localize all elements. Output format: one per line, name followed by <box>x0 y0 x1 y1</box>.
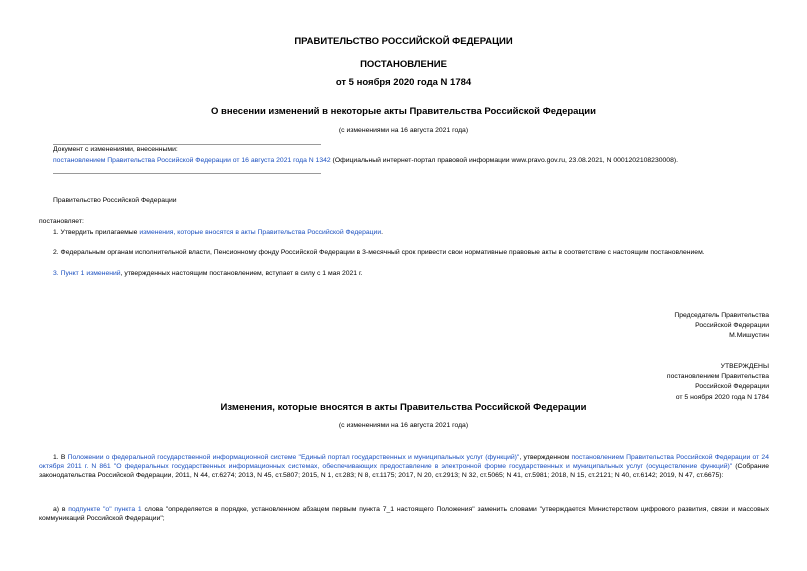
changes-link[interactable]: постановлением Правительства Российской Федерации от 16 августа 2021 года N 1342 <box>53 157 331 164</box>
decides-text: постановляет: <box>39 218 84 225</box>
divider-bottom <box>53 173 321 174</box>
annex-title: Изменения, которые вносятся в акты Правительства Российской Федерации <box>220 402 587 413</box>
doc-revision: (с изменениями на 16 августа 2021 года) <box>338 127 469 134</box>
org-name: ПРАВИТЕЛЬСТВО РОССИЙСКОЙ ФЕДЕРАЦИИ <box>294 36 513 47</box>
item-1: 1. Утвердить прилагаемые изменения, которые вносятся в акты Правительства Российской Федерации. <box>53 229 384 236</box>
signature-country: Российской Федерации <box>695 322 769 329</box>
changes-tail: (Официальный интернет-портал правовой информации www.pravo.gov.ru, 23.08.2021, N 0001202108230008). <box>330 157 678 164</box>
annex-subclause-a: а) в подпункте "о" пункта 1 слова "определяется в порядке, установленном абзацем первым пункта 7_1 настоящего Положения" заменить словами "утверждается Министерством цифрового развития, связи и массовых коммуникаций Российской Федерации"; <box>39 506 769 522</box>
doc-title: О внесении изменений в некоторые акты Правительства Российской Федерации <box>211 106 596 117</box>
item-3-link[interactable]: Пункт 1 изменений <box>60 270 121 277</box>
signature-name: М.Мишустин <box>729 332 769 339</box>
approved-date: от 5 ноября 2020 года N 1784 <box>675 394 769 401</box>
approved-country: Российской Федерации <box>695 383 769 390</box>
doc-date-number: от 5 ноября 2020 года N 1784 <box>335 77 472 88</box>
item-3: 3. Пункт 1 изменений, утвержденных настоящим постановлением, вступает в силу с 1 мая 2021 г. <box>53 270 363 277</box>
signature-position: Председатель Правительства <box>674 312 769 319</box>
changes-line <box>53 156 773 165</box>
item-2: 2. Федеральным органам исполнительной власти, Пенсионному фонду Российской Федерации в 3-месячный срок привести свои нормативные правовые акты в соответствие с настоящим постановлением. <box>53 249 705 256</box>
clause-1-link-regulation[interactable]: Положении о федеральной государственной информационной системе "Единый портал государственных и муниципальных услуг (функций)" <box>67 454 520 461</box>
approved-label: УТВЕРЖДЕНЫ <box>720 363 769 370</box>
subclause-a-link[interactable]: подпункте "о" пункта 1 <box>68 506 142 513</box>
changes-intro: Документ с изменениями, внесенными: <box>53 146 178 153</box>
doc-type: ПОСТАНОВЛЕНИЕ <box>360 59 447 70</box>
approved-by: постановлением Правительства <box>666 373 769 380</box>
annex-clause-1: 1. В Положении о федеральной государственной информационной системе "Единый портал государственных и муниципальных услуг (функций)", утвержденном постановлением Правительства Российской Федерации от 24 октября 2011 г. N 861 "О федеральных государственных информационных системах, обеспечивающих предоставление в электронной форме государственных и муниципальных услуг (осуществление функций)" (Собрание законодательства Российской Федерации, 2011, N 44, ст.6274; 2013, N 45, ст.5807; 2015, N 1, ст.283; N 8, ст.1175; 2017, N 20, ст.2913; N 32, ст.5065; N 41, ст.5981; 2018, N 15, ст.2121; N 40, ст.6142; 2019, N 47, ст.6675): <box>39 454 770 479</box>
annex-revision: (с изменениями на 16 августа 2021 года) <box>338 422 469 429</box>
item-1-link[interactable]: изменения, которые вносятся в акты Правительства Российской Федерации <box>139 229 382 236</box>
gov-name: Правительство Российской Федерации <box>53 197 177 204</box>
clause-1-link-resolution[interactable]: постановлением Правительства Российской Федерации от 24 октября 2011 г. N 861 "О федеральных государственных информационных системах, обеспечивающих предоставление в электронной форме государственных и муниципальных услуг (осуществление функций)" <box>39 454 769 470</box>
